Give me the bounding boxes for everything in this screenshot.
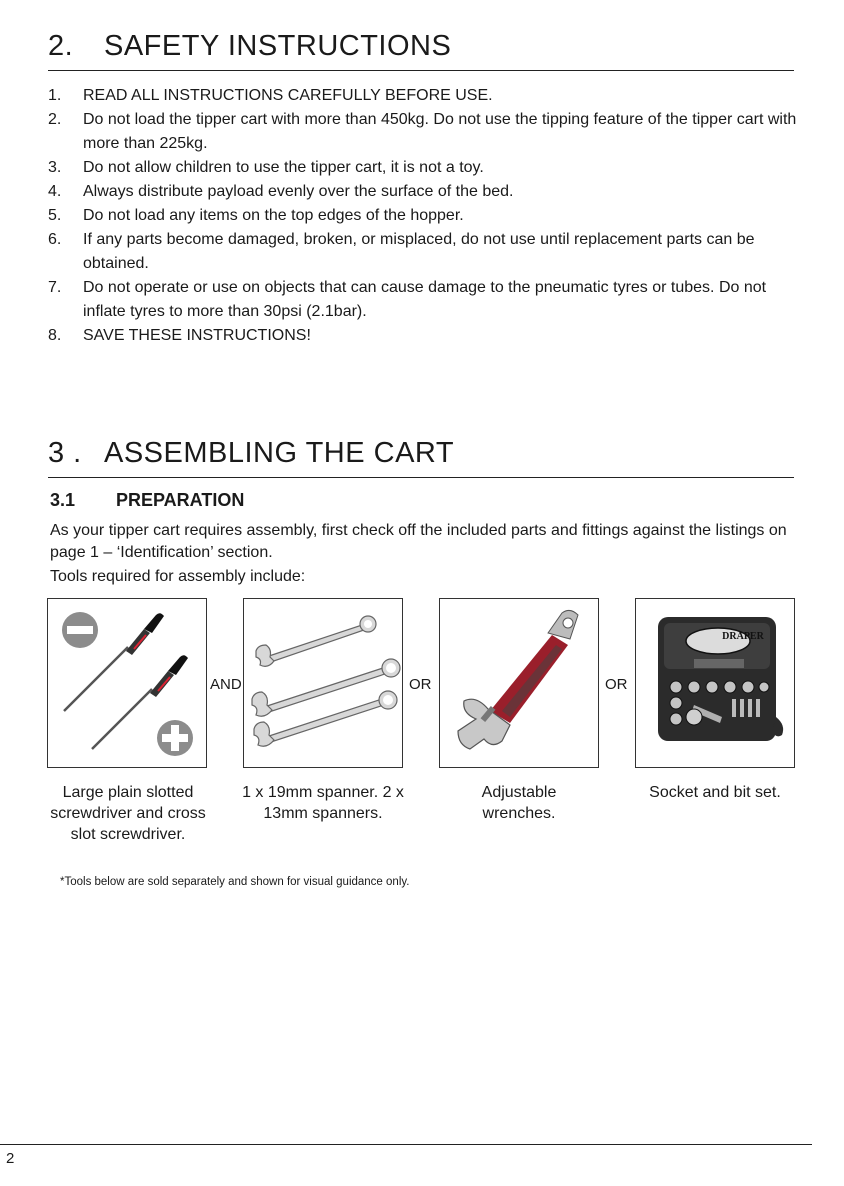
adjustable-wrench-image-box xyxy=(439,598,599,768)
list-item: 7. Do not operate or use on objects that can cause damage to the pneumatic tyres or tubes. Do not inflate tyres to more than 30psi (2.1bar). xyxy=(48,279,767,320)
spanners-image xyxy=(244,599,401,766)
list-item: 5. Do not load any items on the top edges of the hopper. xyxy=(48,207,464,224)
list-item: 8. SAVE THESE INSTRUCTIONS! xyxy=(48,327,311,344)
subsection-number: 3.1 xyxy=(50,490,76,510)
page-number: 2 xyxy=(6,1150,15,1167)
list-item: 4. Always distribute payload evenly over the surface of the bed. xyxy=(48,183,514,200)
socket-set-image xyxy=(636,599,793,766)
spanners-image-box xyxy=(243,598,403,768)
list-item: 6. If any parts become damaged, broken, or misplaced, do not use until replacement parts can be obtained. xyxy=(48,231,755,272)
connector-or-2: OR xyxy=(605,676,628,693)
section-3-number: 3 . xyxy=(48,437,82,469)
section-2-number: 2. xyxy=(48,30,74,62)
section-3-heading xyxy=(48,437,454,470)
footer-rule xyxy=(0,1144,812,1145)
preparation-paragraph: As your tipper cart requires assembly, first check off the included parts and fittings against the listings on page 1 – ‘Identification’ section. xyxy=(50,522,787,561)
caption-spanners: 1 x 19mm spanner. 2 x 13mm spanners. xyxy=(242,784,404,822)
safety-instructions-list xyxy=(48,84,798,348)
subsection-heading xyxy=(50,490,244,511)
caption-wrenches: Adjustable wrenches. xyxy=(481,784,557,822)
section-2-rule xyxy=(48,70,794,71)
caption-screwdrivers: Large plain slotted screwdriver and cross slot screwdriver. xyxy=(50,784,206,843)
list-item: 3. Do not allow children to use the tipper cart, it is not a toy. xyxy=(48,159,484,176)
adjustable-wrench-image xyxy=(440,599,597,766)
screwdrivers-image xyxy=(48,599,205,766)
tools-intro: Tools required for assembly include: xyxy=(50,568,306,585)
section-3-title: ASSEMBLING THE CART xyxy=(104,437,455,469)
list-item: 2. Do not load the tipper cart with more than 450kg. Do not use the tipping feature of the tipper cart with more than 225kg. xyxy=(48,111,797,152)
section-3-rule xyxy=(48,477,794,478)
socket-set-image-box xyxy=(635,598,795,768)
subsection-title: PREPARATION xyxy=(116,490,245,510)
connector-or-1: OR xyxy=(409,676,432,693)
section-2-title: SAFETY INSTRUCTIONS xyxy=(104,30,452,62)
caption-socket-set: Socket and bit set. xyxy=(649,784,781,801)
draper-logo-text: DRAPER xyxy=(722,631,764,642)
list-item: 1. READ ALL INSTRUCTIONS CAREFULLY BEFORE USE. xyxy=(48,87,493,104)
screwdrivers-image-box xyxy=(47,598,207,768)
section-2-heading xyxy=(48,30,451,63)
tools-note: *Tools below are sold separately and shown for visual guidance only. xyxy=(60,876,410,888)
connector-and: AND xyxy=(210,676,242,693)
